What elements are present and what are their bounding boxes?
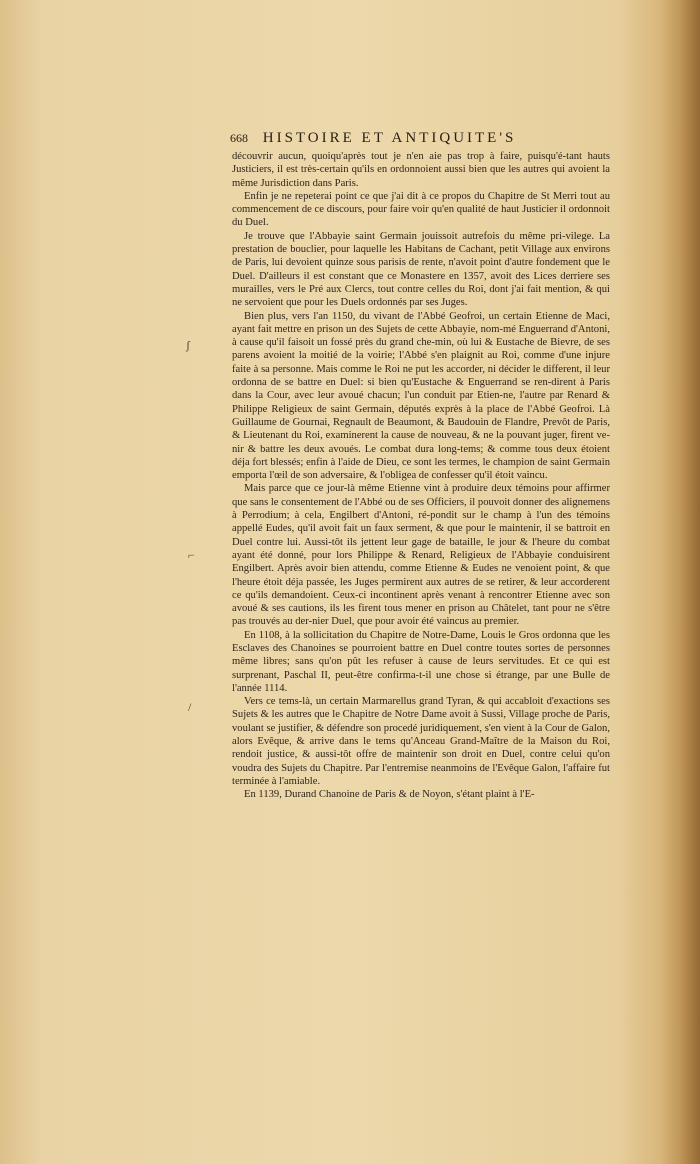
paragraph: Vers ce tems-là, un certain Marmarellus grand Tyran, & qui accabloit d'exactions ses Sujets & les autres que le Chapitre de Notre Dame avoit à Sussi, Village proche de Paris, voulant se justifier, & défendre son procedé juridiquement, s'en vient à la Cour de Galon, alors Evêque, & arrive dans le tems qu'Anceau Grand-Maître de la Maison du Roi, rendoit justice, & aussi-tôt offre de maintenir son droit en Duel, contre celui qu'on voudra des Sujets du Chapitre. Par l'entremise neanmoins de l'Evêque Galon, l'affaire fut terminée à l'amiable. bbox=[232, 696, 610, 787]
paragraph: En 1139, Durand Chanoine de Paris & de Noyon, s'étant plaint à l'E- bbox=[244, 789, 535, 801]
paragraph: Je trouve que l'Abbayie saint Germain jouissoit autrefois du même pri-vilege. La prestation de bouclier, pour laquelle les Habitans de Cachant, petit Village aux environs de Paris, lui devoient quinze sous parisis de rente, n'avoit point d'autre fondement que le Duel. D'ailleurs il est constant que ce Monastere en 1357, avoit des Lices derriere ses murailles, vers le Pré aux Clercs, tout contre celles du Roi, dont j'ai fait mention, & qui ne servoient que pour les Duels ordonnés par ses Juges. bbox=[232, 230, 610, 309]
page-number: 668 bbox=[230, 131, 248, 145]
paragraph: Mais parce que ce jour-là même Etienne vint à produire deux témoins pour affirmer que sans le consentement de l'Abbé ou de ses Officiers, il pouvoit donner des alignemens à Perrodium; à cela, Engilbert d'Antoni, ré-pondit sur le champ à l'un des témoins appellé Eudes, qu'il avoit fait un faux serment, & que pour le maintenir, il se battroit en Duel contre lui. Aussi-tôt ils jettent leur gage de bataille, le jour & l'heure du combat ayant été donné, pour lors Philippe & Renard, Religieux de l'Abbayie conduisirent Engilbert. Après avoir bien attendu, comme Etienne & Eudes ne venoient point, & que l'heure étoit déja passée, les Juges permirent aux autres de se retirer, & leur accorderent ce qu'ils demandoient. Ceux-ci incontinent après venant à rencontrer Etienne avec son avoué & ses cautions, ils les firent tous mener en prison au Châtelet, tant pour ne s'être pas trouvés au der-nier Duel, que pour avoir été vaincus au premier. bbox=[232, 483, 610, 628]
paragraph: En 1108, à la sollicitation du Chapitre de Notre-Dame, Louis le Gros ordonna que les Esclaves des Chanoines se pourroient battre en Duel contre toutes sortes de personnes même libres; sans qu'on pût les refuser à cause de leurs servitudes. Et ce qui est surprenant, Paschal II, peut-être confirma-t-il une chose si étrange, par une Bulle de l'année 1114. bbox=[232, 629, 610, 694]
paragraph: Bien plus, vers l'an 1150, du vivant de l'Abbé Geofroi, un certain Etienne de Maci, ayant fait mettre en prison un des Sujets de cette Abbayie, nom-mé Enguerrand d'Antoni, à cause qu'il faisoit un fossé près du grand che-min, où lui & Eustache de Bievre, de ses parens avoient la moitié de la voirie; l'Abbé s'en plaignit au Roi, comme d'une injure faite à sa personne. Mais comme le Roi ne put les accorder, ni décider le different, il leur ordonna de se battre en Duel: si bien qu'Eustache & Enguerrand se ren-dirent à Paris dans la Cour, avec leur avoué chacun; l'un conduit par Etien-ne, l'autre par Renard & Philippe Religieux de saint Germain, députés exprès à la place de l'Abbé Geofroi. Là Guillaume de Gournai, Regnault de Beaumont, & Baudouin de Flandre, Prevôt de Paris, & Lieutenant du Roi, examinerent la cause de nouveau, & ne la pouvant juger, firent ve-nir & battre les deux avoués. Le combat dura long-tems; & comme tous deux étoient déja fort blessés; enfin à l'aide de Dieu, ce sont les termes, le champion de saint Germain emporta l'œil de son adversaire, & l'obligea de confesser qu'il étoit vaincu. bbox=[232, 310, 610, 482]
paragraph: Enfin je ne repeterai point ce que j'ai dit à ce propos du Chapitre de St Merri tout au commencement de ce discours, pour faire voir qu'en qualité de haut Justicier il ordonnoit du Duel. bbox=[232, 190, 610, 229]
paragraph: découvrir aucun, quoiqu'après tout je n'en aie pas trop à faire, puisqu'é-tant hauts Justiciers, il est très-certain qu'ils en ordonnoient aussi bien que les autres qui avoient la même Jurisdiction dans Paris. bbox=[232, 151, 610, 189]
margin-annotation-mark: ⌐ bbox=[188, 548, 195, 562]
margin-annotation-mark: / bbox=[188, 700, 192, 714]
margin-annotation-mark: ʃ bbox=[186, 338, 190, 352]
body-text bbox=[232, 150, 610, 802]
page-edge-shadow bbox=[660, 0, 700, 1164]
running-title: HISTOIRE ET ANTIQUITE'S bbox=[262, 130, 517, 146]
running-header bbox=[230, 130, 610, 147]
